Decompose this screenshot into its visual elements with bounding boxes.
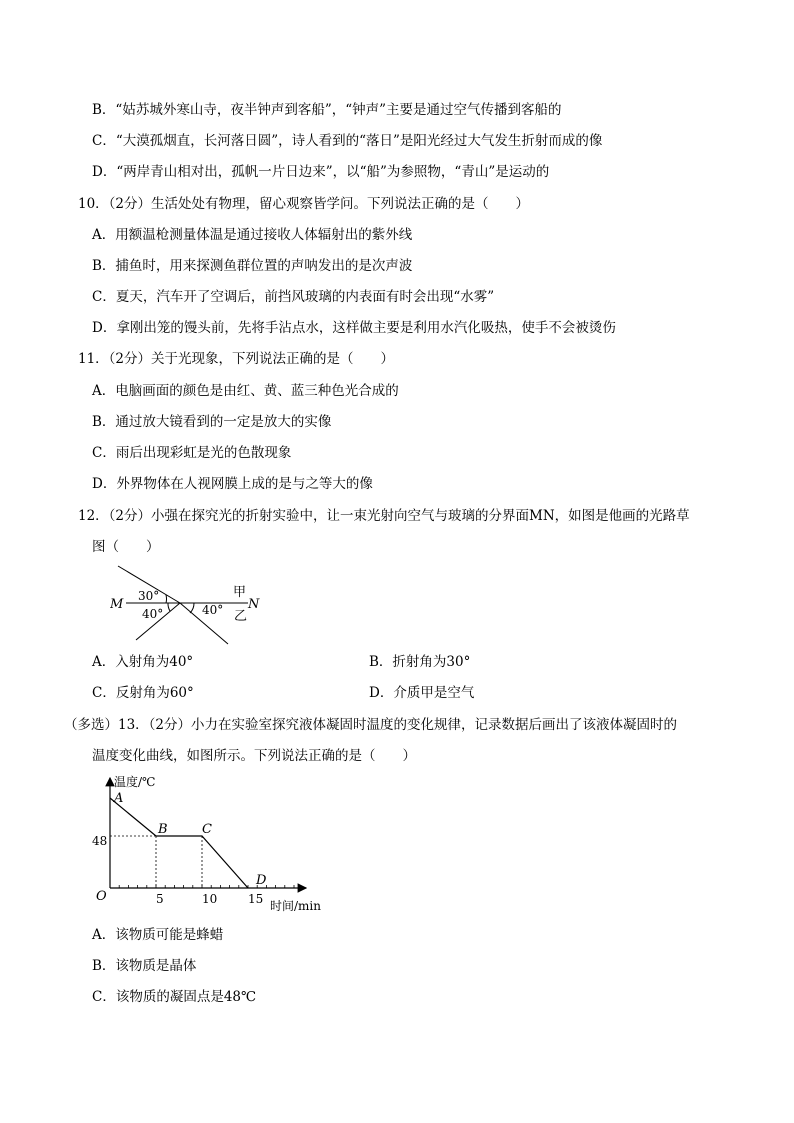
point-a-label: A [114,791,124,806]
q13-option-c: C．该物质的凝固点是48℃ [92,989,257,1005]
q13-option-a: A．该物质可能是蜂蜡 [92,927,224,943]
label-yi: 乙 [234,609,248,624]
label-n: N [248,597,260,612]
q12-option-b: B．折射角为30° [369,654,471,670]
x-tick-10: 10 [202,892,218,906]
q12-option-a: A．入射角为40° [92,654,194,670]
q12-option-c: C．反射角为60° [92,685,194,701]
question-13: （多选）13．（2分）小力在实验室探究液体凝固时温度的变化规律，记录数据后画出了该液体凝固时的 [64,717,678,733]
point-c-label: C [202,822,212,837]
question-10: 10．（2分）生活处处有物理，留心观察皆学问。下列说法正确的是（ ） [78,196,530,212]
q11-option-c: C．雨后出现彩虹是光的色散现象 [92,445,292,461]
q10-option-d: D．拿刚出笼的馒头前，先将手沾点水，这样做主要是利用水汽化吸热，使手不会被烫伤 [92,320,616,336]
curve-line [110,798,248,888]
angle-arc-40-left [168,603,170,611]
angle-arc-30 [166,595,167,603]
q11-option-d: D．外界物体在人视网膜上成的是与之等大的像 [92,476,373,492]
x-axis-label: 时间/min [270,899,321,913]
q10-option-c: C．夏天，汽车开了空调后，前挡风玻璃的内表面有时会出现“水雾” [92,289,495,305]
question-13-continued: 温度变化曲线，如图所示。下列说法正确的是（ ） [92,748,416,764]
q9-option-c: C．“大漠孤烟直，长河落日圆”，诗人看到的“落日”是阳光经过大气发生折射而成的像 [92,133,603,149]
label-angle-30: 30° [138,589,160,603]
label-angle-40-right: 40° [202,603,224,617]
point-b-label: B [158,822,168,837]
label-m: M [110,597,124,612]
q10-option-b: B．捕鱼时，用来探测鱼群位置的声呐发出的是次声波 [92,258,413,274]
temperature-curve [110,798,248,888]
question-12-continued: 图（ ） [92,539,160,555]
label-angle-40-left: 40° [142,607,164,621]
q9-option-d: D．“两岸青山相对出，孤帆一片日边来”，以“船”为参照物，“青山”是运动的 [92,164,550,180]
cooling-curve-chart [88,770,338,915]
origin-label: O [96,889,107,904]
y-axis-label: 温度/℃ [114,775,156,789]
question-12: 12．（2分）小强在探究光的折射实验中，让一束光射向空气与玻璃的分界面MN，如图是他画的光路草 [78,508,690,524]
q10-option-a: A．用额温枪测量体温是通过接收人体辐射出的紫外线 [92,227,413,243]
x-tick-5: 5 [156,892,164,906]
label-jia: 甲 [233,585,247,600]
q12-option-d: D．介质甲是空气 [369,685,475,701]
y-tick-48: 48 [92,834,108,848]
q13-option-b: B．该物质是晶体 [92,958,197,974]
point-d-label: D [256,873,267,888]
q11-option-a: A．电脑画面的颜色是由红、黄、蓝三种色光合成的 [92,383,399,399]
question-11: 11．（2分）关于光现象，下列说法正确的是（ ） [78,351,395,367]
refraction-diagram [110,560,270,648]
x-tick-15: 15 [248,892,264,906]
q9-option-b: B．“姑苏城外寒山寺，夜半钟声到客船”，“钟声”主要是通过空气传播到客船的 [92,102,562,118]
q11-option-b: B．通过放大镜看到的一定是放大的实像 [92,414,332,430]
